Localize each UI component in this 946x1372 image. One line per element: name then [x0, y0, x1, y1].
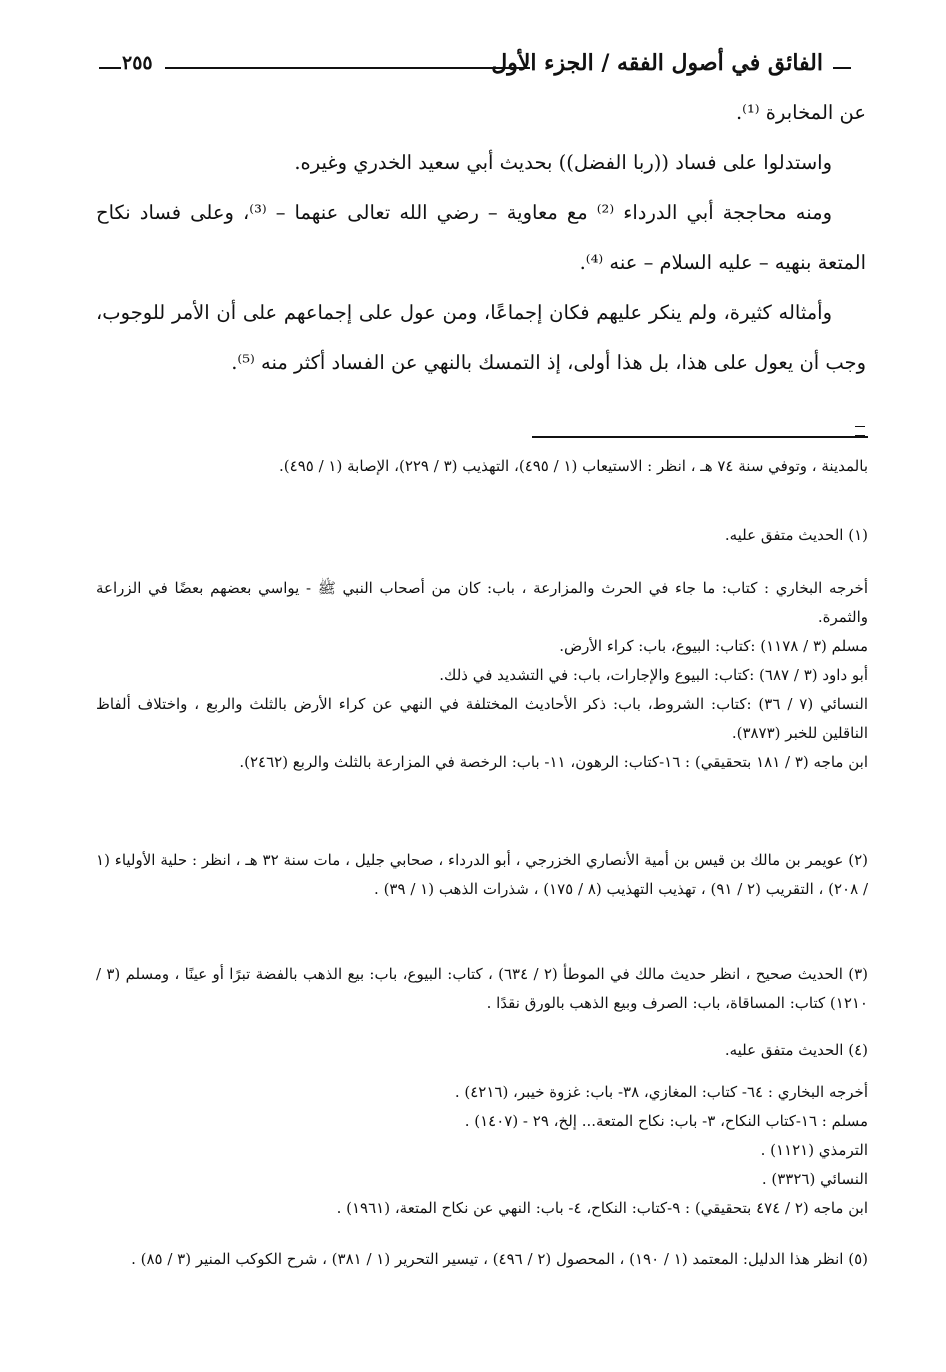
- footnote-1: [96, 521, 868, 550]
- page-number: ٢٥٥: [122, 52, 153, 74]
- paragraph: واستدلوا على فساد ((ربا الفضل)) بحديث أبي سعيد الخدري وغيره.: [294, 151, 832, 174]
- citation-line: مسلم : ١٦-كتاب النكاح، ٣- باب: نكاح المتعة... إلخ، ٢٩ - (١٤٠٧) .: [464, 1112, 868, 1130]
- footnote-continued: [96, 452, 868, 481]
- citation-line: مسلم (٣ / ١١٧٨) :كتاب: البيوع، باب: كراء الأرض.: [559, 637, 868, 655]
- footnote-line: (٤) الحديث متفق عليه.: [724, 1041, 868, 1059]
- footnote-3: [96, 960, 868, 1018]
- paragraph: وأمثاله كثيرة، ولم ينكر عليهم فكان إجماعًا، ومن عول على إجماعهم على أن الأمر للوجوب، وجب أن يعول على هذا، بل هذا أولى، إذ التمسك بالنهي عن الفساد أكثر منه ⁽⁵⁾.: [96, 301, 866, 374]
- header-rule: [165, 67, 530, 69]
- paragraph: عن المخابرة ⁽¹⁾.: [735, 101, 866, 124]
- header-rule: [833, 67, 851, 69]
- citation-line: ابن ماجه (٣ / ١٨١ بتحقيقي) : ١٦-كتاب: الرهون، ١١- باب: الرخصة في المزارعة بالثلث والربع (٢٤٦٢).: [239, 753, 868, 771]
- paragraph: ومنه محاججة أبي الدرداء ⁽²⁾ مع معاوية – رضي الله تعالى عنهما – ⁽³⁾، وعلى فساد نكاح المتعة بنهيه – عليه السلام – عنه ⁽⁴⁾.: [96, 201, 866, 274]
- footnote-line: بالمدينة ، وتوفي سنة ٧٤ هـ ، انظر : الاستيعاب (١ / ٤٩٥)، التهذيب (٣ / ٢٢٩)، الإصابة (١ / ٤٩٥).: [279, 457, 868, 475]
- citation-line: أخرجه البخاري : ٦٤- كتاب: المغازي، ٣٨- باب: غزوة خيبر، (٤٢١٦) .: [454, 1083, 868, 1101]
- footnote-4: [96, 1036, 868, 1065]
- citation-line: أبو داود (٣ / ٦٨٧) :كتاب: البيوع والإجارات، باب: في التشديد في ذلك.: [439, 666, 868, 684]
- footnote-5: [96, 1245, 868, 1274]
- separator-mark: [855, 426, 865, 436]
- footnote-line: (٢) عويمر بن مالك بن قيس بن أمية الأنصاري الخزرجي ، أبو الدرداء ، صحابي جليل ، مات سنة ٣٢ هـ ، انظر : حلية الأولياء (١ / ٢٠٨) ، التقريب (٢ / ٩١) ، تهذيب التهذيب (٨ / ١٧٥) ، شذرات الذهب (١ / ٣٩) .: [96, 851, 868, 898]
- footnote-2: [96, 846, 868, 904]
- citation-line: أخرجه البخاري : كتاب: ما جاء في الحرث والمزارعة ، باب: كان من أصحاب النبي ﷺ - يواسي بعضهم بعضًا في الزراعة والثمرة.: [96, 579, 868, 626]
- footnote-line: (٥) انظر هذا الدليل: المعتمد (١ / ١٩٠) ، المحصول (٢ / ٤٩٦) ، تيسير التحرير (١ / ٣٨١) ، شرح الكوكب المنير (٣ / ٨٥) .: [131, 1250, 868, 1268]
- citation-line: ابن ماجه (٢ / ٤٧٤ بتحقيقي) : ٩-كتاب: النكاح، ٤- باب: النهي عن نكاح المتعة، (١٩٦١) .: [336, 1199, 868, 1217]
- footnote-separator: [532, 436, 868, 438]
- footnote-1-sources: [96, 574, 868, 777]
- main-text: [96, 88, 866, 388]
- header-rule: [99, 67, 121, 69]
- citation-line: النسائي (٧ / ٣٦) :كتاب: الشروط، باب: ذكر الأحاديث المختلفة في النهي عن كراء الأرض بالثلث والربع ، واختلاف ألفاظ الناقلين للخبر (٣٨٧٣).: [96, 695, 869, 742]
- header-title: الفائق في أصول الفقه / الجزء الأول: [491, 50, 823, 76]
- footnote-line: (١) الحديث متفق عليه.: [724, 526, 868, 544]
- running-header: [0, 48, 946, 78]
- citation-line: الترمذي (١١٢١) .: [760, 1141, 868, 1159]
- citation-line: النسائي (٣٣٢٦) .: [761, 1170, 868, 1188]
- footnote-4-sources: [96, 1078, 868, 1223]
- footnote-line: (٣) الحديث صحيح ، انظر حديث مالك في الموطأ (٢ / ٦٣٤) ، كتاب: البيوع، باب: بيع الذهب بالفضة تبرًا أو عينًا ، ومسلم (٣ / ١٢١٠) كتاب: المساقاة، باب: الصرف وبيع الذهب بالورق نقدًا .: [96, 965, 868, 1012]
